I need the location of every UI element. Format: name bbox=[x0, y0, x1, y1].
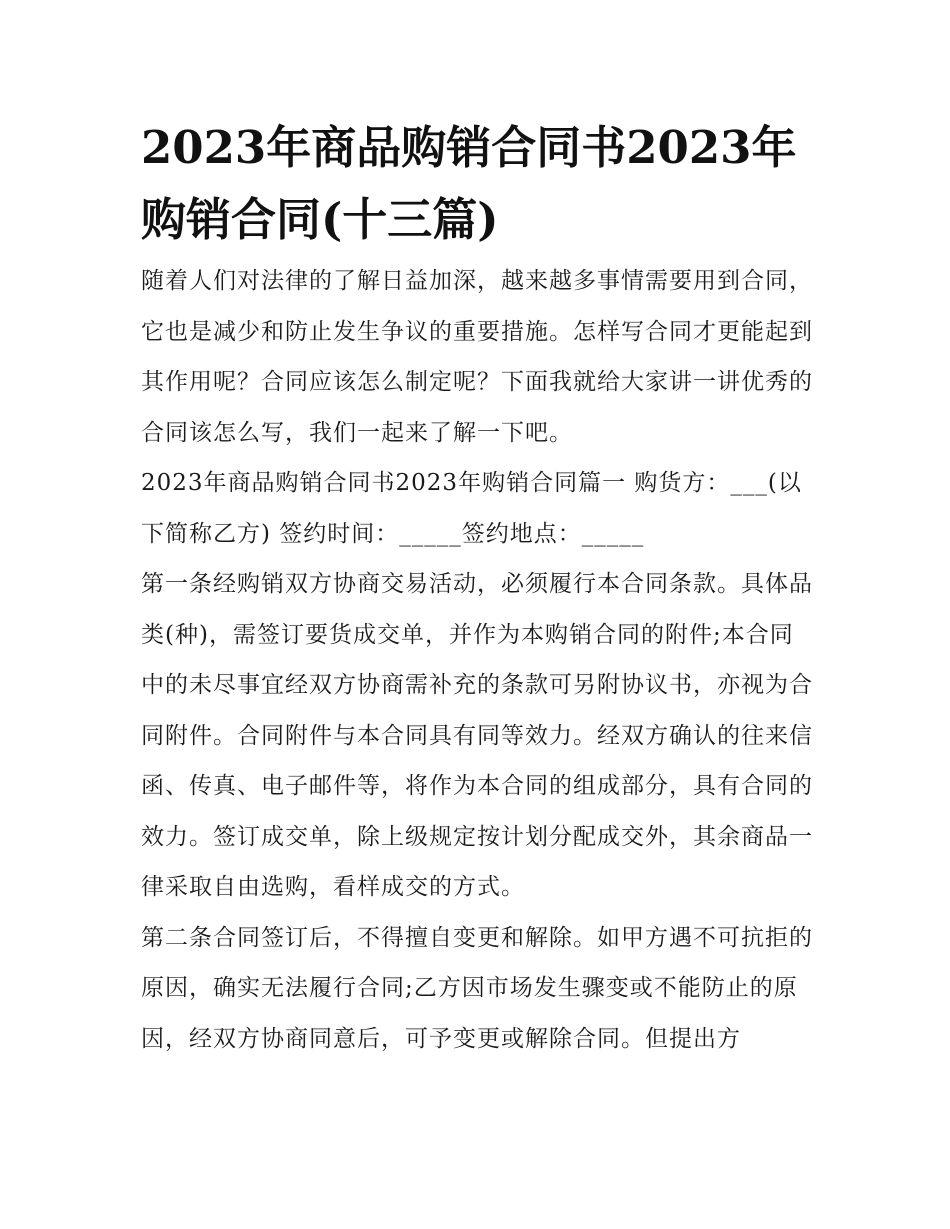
document-title: 2023年商品购销合同书2023年购销合同(十三篇) bbox=[141, 121, 797, 246]
article-two-paragraph: 第二条合同签订后，不得擅自变更和解除。如甲方遇不可抗拒的原因，确实无法履行合同;乙方因市场发生骤变或不能防止的原因，经双方协商同意后，可予变更或解除合同。但提出方 bbox=[141, 924, 813, 1052]
article-one-paragraph: 第一条经购销双方协商交易活动，必须履行本合同条款。具体品类(种)，需签订要货成交单，并作为本购销合同的附件;本合同中的未尽事宜经双方协商需补充的条款可另附协议书，亦视为合同附件。合同附件与本合同具有同等效力。经双方确认的往来信函、传真、电子邮件等，将作为本合同的组成部分，具有合同的效力。签订成交单，除上级规定按计划分配成交外，其余商品一律采取自由选购，看样成交的方式。 bbox=[141, 571, 813, 900]
document-page bbox=[141, 112, 813, 1064]
intro-paragraph: 随着人们对法律的了解日益加深，越来越多事情需要用到合同，它也是减少和防止发生争议的重要措施。怎样写合同才更能起到其作用呢？合同应该怎么制定呢？下面我就给大家讲一讲优秀的合同该怎么写，我们一起来了解一下吧。 bbox=[141, 268, 813, 446]
contract-header-paragraph: 2023年商品购销合同书2023年购销合同篇一 购货方：___(以下简称乙方) 签约时间：_____签约地点：_____ bbox=[141, 470, 802, 547]
